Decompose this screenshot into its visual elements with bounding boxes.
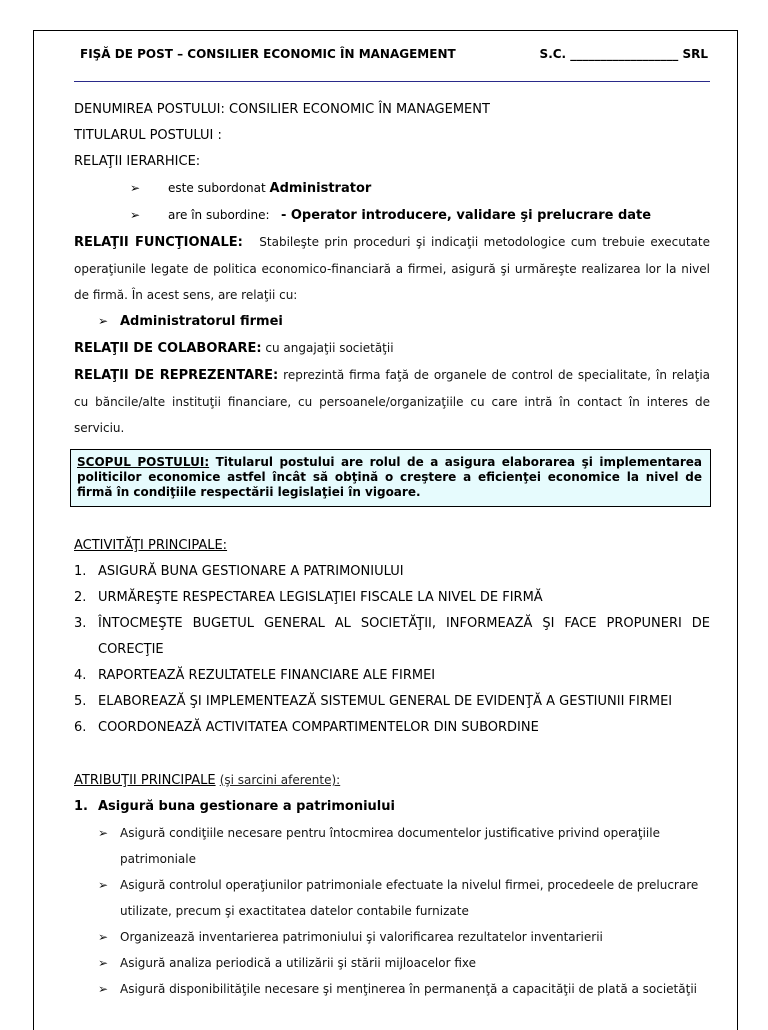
list-item-text: ASIGURĂ BUNA GESTIONARE A PATRIMONIULUI — [98, 564, 404, 579]
list-item-number: 3. — [74, 616, 87, 631]
header-title: FIŞĂ DE POST – CONSILIER ECONOMIC ÎN MANAGEMENT — [80, 47, 456, 61]
list-item — [98, 820, 710, 872]
list-item-number: 4. — [74, 668, 87, 683]
attributions-title-row — [74, 767, 710, 794]
list-item-number: 6. — [74, 720, 87, 735]
header-company: S.C. __________________ SRL — [539, 47, 708, 61]
attribution-group-1 — [74, 794, 710, 820]
activities-list — [74, 559, 710, 741]
list-item — [74, 559, 710, 585]
subordinates-value: - Operator introducere, validare şi prelucrare date — [280, 208, 652, 223]
subordinates-row — [130, 202, 710, 229]
activities-title: ACTIVITĂŢI PRINCIPALE: — [74, 538, 228, 553]
arrow-bullet-icon: ➢ — [98, 956, 109, 970]
arrow-bullet-icon: ➢ — [98, 930, 109, 944]
list-item-text: Asigură analiza periodică a utilizării şi stării mijloacelor fixe — [120, 956, 477, 970]
list-item-number: 2. — [74, 590, 87, 605]
list-item-text: RAPORTEAZĂ REZULTATELE FINANCIARE ALE FIRMEI — [98, 668, 436, 683]
arrow-bullet-icon: ➢ — [98, 878, 109, 892]
list-item — [98, 872, 710, 924]
list-item — [74, 611, 710, 663]
list-item-text: Organizează inventarierea patrimoniului şi valorificarea rezultatelor inventarierii — [120, 930, 603, 944]
attributions-title: ATRIBUŢII PRINCIPALE — [74, 773, 216, 788]
list-item-text: URMĂREŞTE RESPECTAREA LEGISLAŢIEI FISCALE LA NIVEL DE FIRMĂ — [98, 590, 543, 605]
list-item-text: Asigură condiţiile necesare pentru întocmirea documentelor justificative privind operaţiile patrimoniale — [120, 826, 660, 866]
arrow-bullet-icon: ➢ — [98, 826, 109, 840]
header-divider — [74, 81, 710, 82]
representation-text: reprezintă firma faţă de organele de control de specialitate, în relaţia cu băncile/alte instituţii financiare, cu persoanele/organizaţiile cu care intră în contact în interes de serviciu. — [74, 368, 711, 435]
hierarchy-heading: RELAŢII IERARHICE: — [74, 154, 201, 169]
list-item-text: ELABOREAZĂ ŞI IMPLEMENTEAZĂ SISTEMUL GENERAL DE EVIDENŢĂ A GESTIUNII FIRMEI — [98, 694, 673, 709]
representation-relations — [74, 362, 710, 441]
subordinate-to-prefix: este subordonat — [168, 181, 270, 195]
attribution-tasks — [74, 820, 710, 1002]
list-item — [98, 950, 710, 976]
list-item — [74, 663, 710, 689]
collaboration-relations — [74, 335, 710, 362]
arrow-bullet-icon: ➢ — [130, 181, 141, 195]
list-item-text: Asigură disponibilităţile necesare şi menţinerea în permanenţă a capacităţii de plată a societăţii — [120, 982, 697, 996]
document-page — [33, 30, 738, 1030]
list-item-text: ÎNTOCMEŞTE BUGETUL GENERAL AL SOCIETĂŢII, INFORMEAZĂ ŞI FACE PROPUNERI DE CORECŢIE — [98, 616, 710, 657]
collaboration-text: cu angajaţii societăţii — [265, 341, 394, 355]
attributions-note: (şi sarcini aferente): — [219, 773, 341, 787]
collaboration-label: RELAŢII DE COLABORARE: — [74, 341, 262, 356]
list-item-number: 1. — [74, 564, 87, 579]
arrow-bullet-icon: ➢ — [98, 982, 109, 996]
functional-relations-item-text: Administratorul firmei — [120, 314, 283, 329]
attribution-group-number: 1. — [74, 799, 88, 814]
job-holder: TITULARUL POSTULUI : — [74, 128, 222, 143]
attribution-group-title: Asigură buna gestionare a patrimoniului — [98, 799, 395, 814]
subordinates-prefix: are în subordine: — [168, 208, 270, 222]
functional-relations-label: RELAŢII FUNCŢIONALE: — [74, 235, 243, 250]
list-item-number: 5. — [74, 694, 87, 709]
list-item-text: Asigură controlul operaţiunilor patrimoniale efectuate la nivelul firmei, procedeele de prelucrare utilizate, precum şi exactitatea datelor contabile furnizate — [120, 878, 699, 918]
job-scope-box — [70, 449, 711, 507]
list-item — [98, 976, 710, 1002]
list-item — [98, 924, 710, 950]
job-name: DENUMIREA POSTULUI: CONSILIER ECONOMIC ÎN MANAGEMENT — [74, 102, 490, 117]
list-item-text: COORDONEAZĂ ACTIVITATEA COMPARTIMENTELOR DIN SUBORDINE — [98, 720, 539, 735]
page-header — [80, 47, 708, 61]
job-scope-label: SCOPUL POSTULUI: — [77, 455, 210, 469]
document-body — [74, 97, 710, 1002]
representation-label: RELAŢII DE REPREZENTARE: — [74, 368, 279, 383]
functional-relations-item — [98, 308, 710, 335]
job-scope-text: Titularul postului are rolul de a asigura elaborarea şi implementarea politicilor economice astfel încât să obţină o creştere a eficienţei economice la nivel de firmă în condiţiile respectării legislaţiei în vigoare. — [77, 455, 702, 499]
subordinate-to-value: Administrator — [269, 181, 372, 196]
subordinate-to-row — [130, 175, 710, 202]
list-item — [74, 715, 710, 741]
arrow-bullet-icon: ➢ — [98, 314, 109, 328]
functional-relations — [74, 229, 710, 308]
list-item — [74, 689, 710, 715]
list-item — [74, 585, 710, 611]
arrow-bullet-icon: ➢ — [130, 208, 141, 222]
functional-relations-text: Stabileşte prin proceduri şi indicaţii metodologice cum trebuie executate operaţiunile legate de politica economico-financiară a firmei, asigură şi urmăreşte realizarea lor la nivel de firmă. În acest sens, are relaţii cu: — [74, 235, 710, 302]
